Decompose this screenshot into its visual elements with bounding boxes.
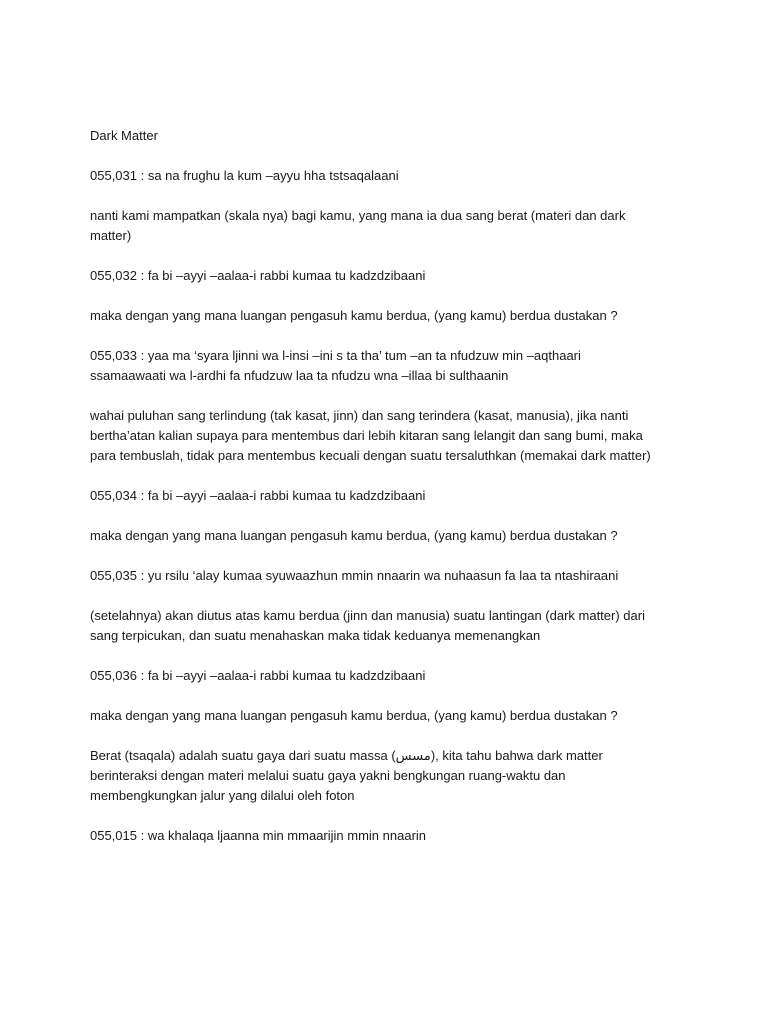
translation-055-033: wahai puluhan sang terlindung (tak kasat, jinn) dan sang terindera (kasat, manusia), jika nanti bertha’atan kalian supaya para mentembus dari lebih kitaran sang lelangit dan sang bumi, maka para tembuslah, tidak para mentembus kecuali dengan suatu tersaluthkan (memakai dark matter) <box>90 408 651 463</box>
verse-055-032: 055,032 : fa bi –ayyi –aalaa-i rabbi kumaa tu kadzdzibaani <box>90 268 426 283</box>
document-title: Dark Matter <box>90 128 158 143</box>
verse-055-033: 055,033 : yaa ma ‘syara ljinni wa l-insi –ini s ta tha’ tum –an ta nfudzuw min –aqthaari ssamaawaati wa l-ardhi fa nfudzuw laa ta nfudzu wna –illaa bi sulthaanin <box>90 348 581 383</box>
commentary-paragraph: Berat (tsaqala) adalah suatu gaya dari suatu massa (مسس), kita tahu bahwa dark matter berinteraksi dengan materi melalui suatu gaya yakni bengkungan ruang-waktu dan membengkungkan jalur yang dilalui oleh foton <box>90 748 603 803</box>
verse-055-035: 055,035 : yu rsilu ‘alay kumaa syuwaazhun mmin nnaarin wa nuhaasun fa laa ta ntashiraani <box>90 568 619 583</box>
verse-055-034: 055,034 : fa bi –ayyi –aalaa-i rabbi kumaa tu kadzdzibaani <box>90 488 426 503</box>
translation-055-035: (setelahnya) akan diutus atas kamu berdua (jinn dan manusia) suatu lantingan (dark matter) dari sang terpicukan, dan suatu menahaskan maka tidak keduanya memenangkan <box>90 608 645 643</box>
verse-055-031: 055,031 : sa na frughu la kum –ayyu hha tstsaqalaani <box>90 168 399 183</box>
translation-055-032: maka dengan yang mana luangan pengasuh kamu berdua, (yang kamu) berdua dustakan ? <box>90 308 618 323</box>
translation-055-034: maka dengan yang mana luangan pengasuh kamu berdua, (yang kamu) berdua dustakan ? <box>90 528 618 543</box>
document-page <box>90 126 660 866</box>
translation-055-036: maka dengan yang mana luangan pengasuh kamu berdua, (yang kamu) berdua dustakan ? <box>90 708 618 723</box>
translation-055-031: nanti kami mampatkan (skala nya) bagi kamu, yang mana ia dua sang berat (materi dan dark matter) <box>90 208 626 243</box>
verse-055-015: 055,015 : wa khalaqa ljaanna min mmaarijin mmin nnaarin <box>90 828 427 843</box>
verse-055-036: 055,036 : fa bi –ayyi –aalaa-i rabbi kumaa tu kadzdzibaani <box>90 668 426 683</box>
